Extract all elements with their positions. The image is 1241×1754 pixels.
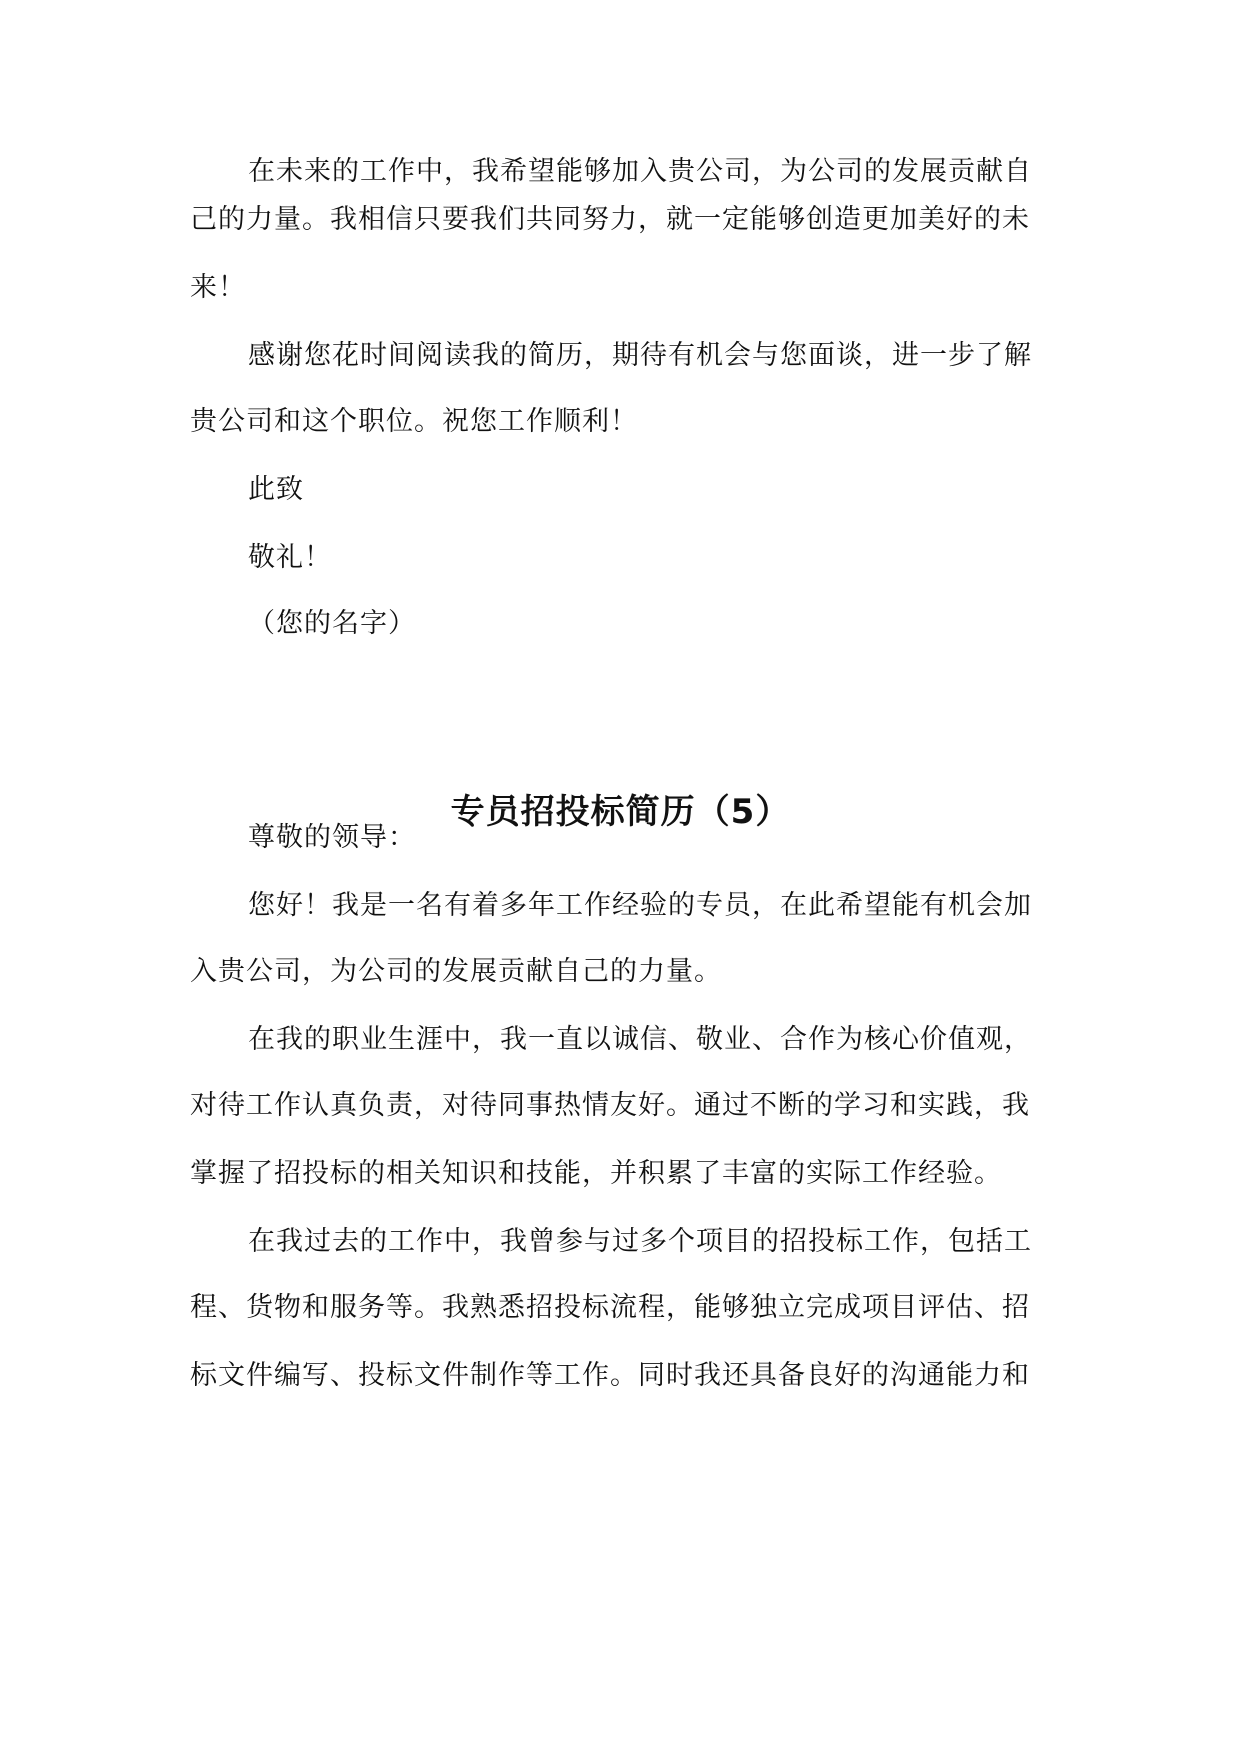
intro-para-line2: 入贵公司，为公司的发展贡献自己的力量。	[190, 956, 722, 987]
letter-para1-line3: 来！	[190, 272, 246, 303]
letter-para2-line1: 感谢您花时间阅读我的简历，期待有机会与您面谈，进一步了解	[248, 340, 1032, 371]
greeting: 尊敬的领导：	[248, 822, 416, 853]
signature-placeholder: （您的名字）	[248, 608, 416, 639]
values-para-line1: 在我的职业生涯中，我一直以诚信、敬业、合作为核心价值观，	[248, 1024, 1032, 1055]
experience-para-line1: 在我过去的工作中，我曾参与过多个项目的招投标工作，包括工	[248, 1226, 1032, 1257]
closing-line2: 敬礼！	[248, 542, 332, 573]
closing-line1: 此致	[248, 474, 304, 505]
section-title: 专员招投标简历（5）	[450, 792, 791, 832]
experience-para-line2: 程、货物和服务等。我熟悉招投标流程，能够独立完成项目评估、招	[190, 1292, 1030, 1323]
values-para-line2: 对待工作认真负责，对待同事热情友好。通过不断的学习和实践，我	[190, 1090, 1030, 1121]
experience-para-line3: 标文件编写、投标文件制作等工作。同时我还具备良好的沟通能力和	[190, 1360, 1030, 1391]
letter-para1-line2: 己的力量。我相信只要我们共同努力，就一定能够创造更加美好的未	[190, 204, 1030, 235]
letter-para2-line2: 贵公司和这个职位。祝您工作顺利！	[190, 406, 638, 437]
intro-para-line1: 您好！我是一名有着多年工作经验的专员，在此希望能有机会加	[248, 890, 1032, 921]
values-para-line3: 掌握了招投标的相关知识和技能，并积累了丰富的实际工作经验。	[190, 1158, 1002, 1189]
letter-para1-line1: 在未来的工作中，我希望能够加入贵公司，为公司的发展贡献自	[248, 156, 1032, 187]
